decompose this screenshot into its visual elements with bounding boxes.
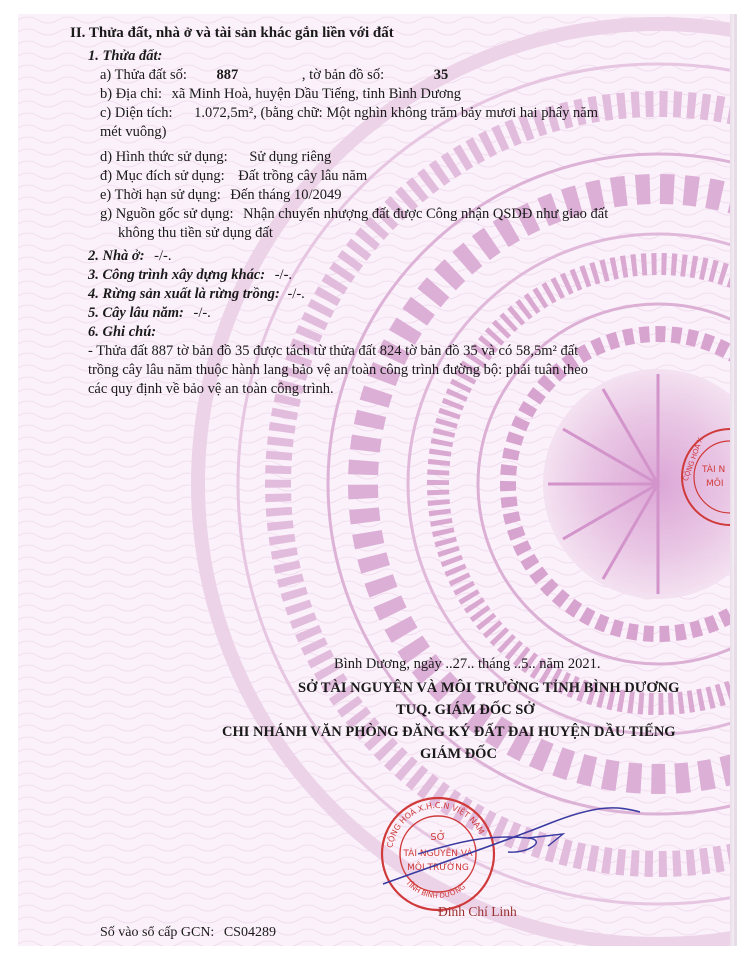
notes-line-2: trồng cây lâu năm thuộc hành lang bảo vệ an toàn công trình đường bộ: phải tuân theo — [88, 362, 588, 378]
origin-row — [70, 205, 734, 224]
parcel-row — [70, 66, 734, 85]
purpose-row — [70, 167, 734, 186]
use-form-row — [70, 148, 734, 167]
purpose-value: Đất trồng cây lâu năm — [238, 168, 368, 184]
seal-ring-bottom: TỈNH BÌNH DƯƠNG — [404, 878, 468, 901]
land-heading: 1. Thửa đất: — [88, 48, 163, 64]
notes-line-3: các quy định về bảo vệ an toàn công trình. — [88, 381, 334, 397]
area-row — [70, 104, 734, 123]
house-row — [70, 247, 734, 266]
right-stamp-ring: CỘNG HOÀ X — [681, 436, 705, 483]
seal-center-line2: TÀI NGUYÊN VÀ — [403, 849, 473, 859]
address-value: xã Minh Hoà, huyện Dầu Tiếng, tỉnh Bình Dương — [171, 86, 462, 102]
use-form-value: Sử dụng riêng — [249, 149, 332, 165]
area-continued: mét vuông) — [100, 124, 167, 140]
area-value: 1.072,5m², (bằng chữ: Một nghìn không trăm bảy mươi hai phẩy năm — [194, 105, 598, 121]
forest-value: -/-. — [287, 286, 305, 302]
org-branch: CHI NHÁNH VĂN PHÒNG ĐĂNG KÝ ĐẤT ĐAI HUYỆN DẦU TIẾNG — [222, 724, 676, 740]
parcel-number: 887 — [216, 67, 239, 83]
purpose-label: đ) Mục đích sử dụng: — [100, 168, 225, 184]
construction-heading: 3. Công trình xây dựng khác: — [88, 267, 266, 283]
section-title: II. Thửa đất, nhà ở và tài sản khác gắn liền với đất — [70, 25, 394, 41]
construction-value: -/-. — [274, 267, 293, 283]
house-value: -/-. — [154, 248, 172, 264]
seal-center-line3: MÔI TRƯỜNG — [407, 863, 469, 873]
right-stamp-line2: MÔI — [706, 479, 724, 489]
notes-line-1: - Thửa đất 887 tờ bản đồ 35 được tách từ thửa đất 824 tờ bản đồ 35 và có 58,5m² đất — [88, 343, 579, 359]
term-row — [70, 186, 734, 205]
map-number: 35 — [433, 67, 449, 83]
place-date: Bình Dương, ngày ..27.. tháng ..5.. năm 2021. — [334, 656, 601, 672]
term-value: Đến tháng 10/2049 — [230, 187, 342, 203]
address-row — [70, 85, 734, 104]
signer-title: GIÁM ĐỐC — [420, 746, 497, 762]
register-value: CS04289 — [223, 925, 276, 940]
address-label: b) Địa chỉ: — [100, 86, 163, 102]
register-label: Số vào sổ cấp GCN: — [100, 925, 215, 940]
forest-row — [70, 285, 734, 304]
seal-center-line1: SỞ — [430, 832, 446, 843]
map-label: , tờ bản đồ số: — [301, 67, 385, 83]
term-label: e) Thời hạn sử dụng: — [100, 187, 221, 203]
parcel-label: a) Thửa đất số: — [100, 67, 187, 83]
seal-ring-text: CỘNG HOÀ X.H.C.N VIỆT NAM — [385, 800, 487, 849]
perennial-row — [70, 304, 734, 323]
construction-row — [70, 266, 734, 285]
notes-heading: 6. Ghi chú: — [88, 324, 157, 340]
right-stamp-line1: TÀI N — [702, 465, 726, 475]
register-row — [100, 925, 276, 941]
origin-value: Nhận chuyển nhượng đất được Công nhận QSDĐ như giao đất — [243, 206, 609, 222]
partial-seal-right — [668, 422, 737, 532]
org-department: SỞ TÀI NGUYÊN VÀ MÔI TRƯỜNG TỈNH BÌNH DƯƠNG — [298, 680, 680, 696]
house-heading: 2. Nhà ở: — [88, 248, 145, 264]
signer-name: Đinh Chí Linh — [438, 904, 517, 919]
certificate-page — [18, 14, 737, 946]
org-authorized: TUQ. GIÁM ĐỐC SỞ — [396, 702, 535, 718]
use-form-label: d) Hình thức sử dụng: — [100, 149, 228, 165]
perennial-value: -/-. — [193, 305, 211, 321]
origin-continued: không thu tiền sử dụng đất — [118, 225, 273, 241]
perennial-heading: 5. Cây lâu năm: — [88, 305, 184, 321]
area-label: c) Diện tích: — [100, 105, 173, 121]
forest-heading: 4. Rừng sản xuất là rừng trồng: — [88, 286, 280, 302]
origin-label: g) Nguồn gốc sử dụng: — [100, 206, 234, 222]
handwritten-signature — [378, 794, 658, 904]
certificate-content — [70, 24, 734, 399]
